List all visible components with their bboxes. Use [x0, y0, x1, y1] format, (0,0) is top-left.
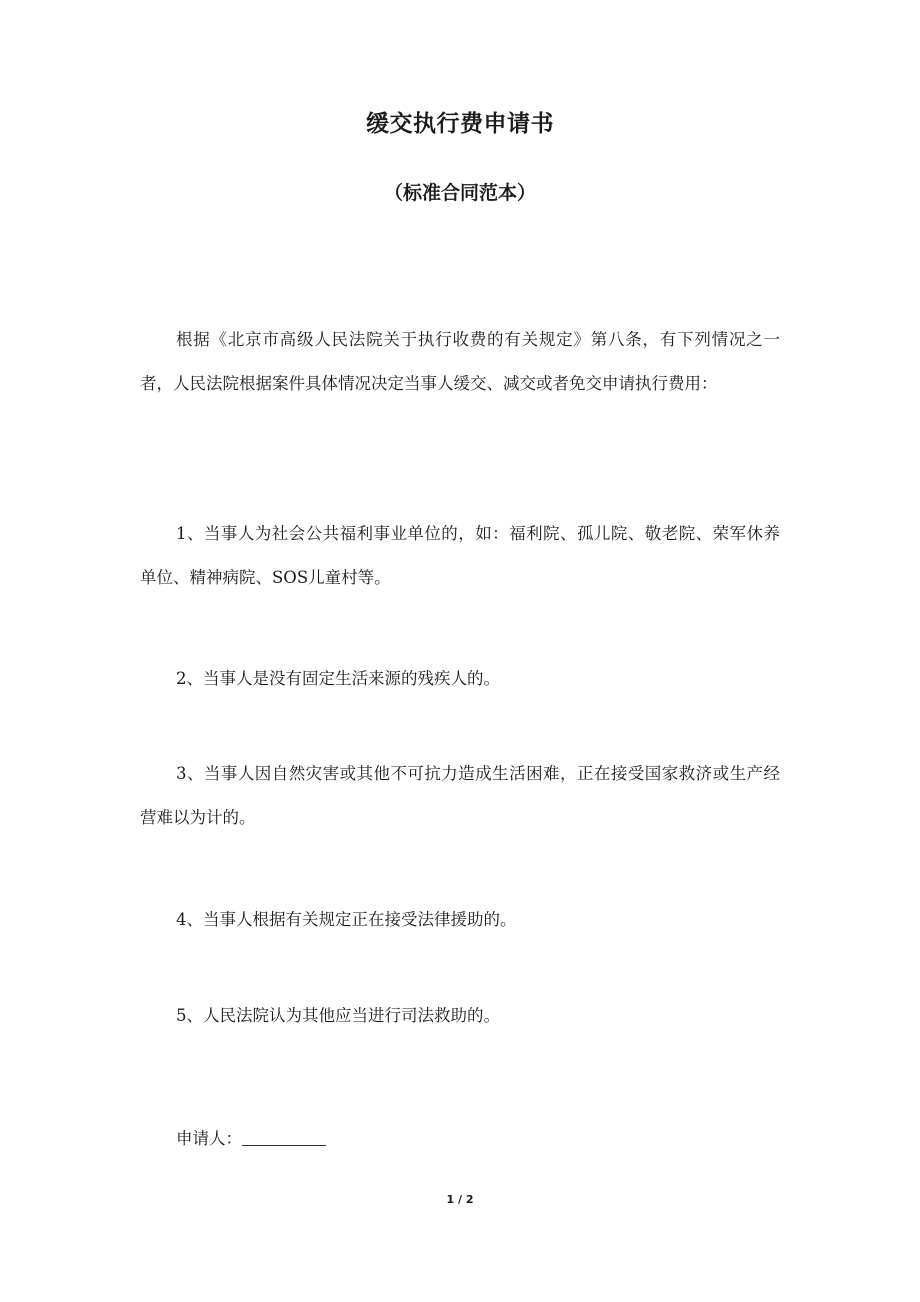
signature-blank-line	[242, 1127, 326, 1146]
list-item: 3、当事人因自然灾害或其他不可抗力造成生活困难，正在接受国家救济或生产经营难以为计的。	[140, 764, 780, 827]
document-subtitle: （标准合同范本）	[383, 182, 536, 204]
list-item: 1、当事人为社会公共福利事业单位的，如：福利院、孤儿院、敬老院、荣军休养单位、精神病院、SOS儿童村等。	[140, 524, 780, 587]
page-number: 1 / 2	[446, 1193, 474, 1206]
intro-paragraph: 根据《北京市高级人民法院关于执行收费的有关规定》第八条，有下列情况之一者，人民法院根据案件具体情况决定当事人缓交、减交或者免交申请执行费用：	[140, 330, 780, 393]
signature-label: 申请人：	[176, 1129, 242, 1148]
list-item: 2、当事人是没有固定生活来源的残疾人的。	[176, 669, 500, 688]
document-title: 缓交执行费申请书	[366, 111, 554, 137]
signature-block	[176, 1124, 326, 1154]
list-item: 4、当事人根据有关规定正在接受法律援助的。	[176, 910, 517, 929]
list-item: 5、人民法院认为其他应当进行司法救助的。	[176, 1006, 500, 1025]
